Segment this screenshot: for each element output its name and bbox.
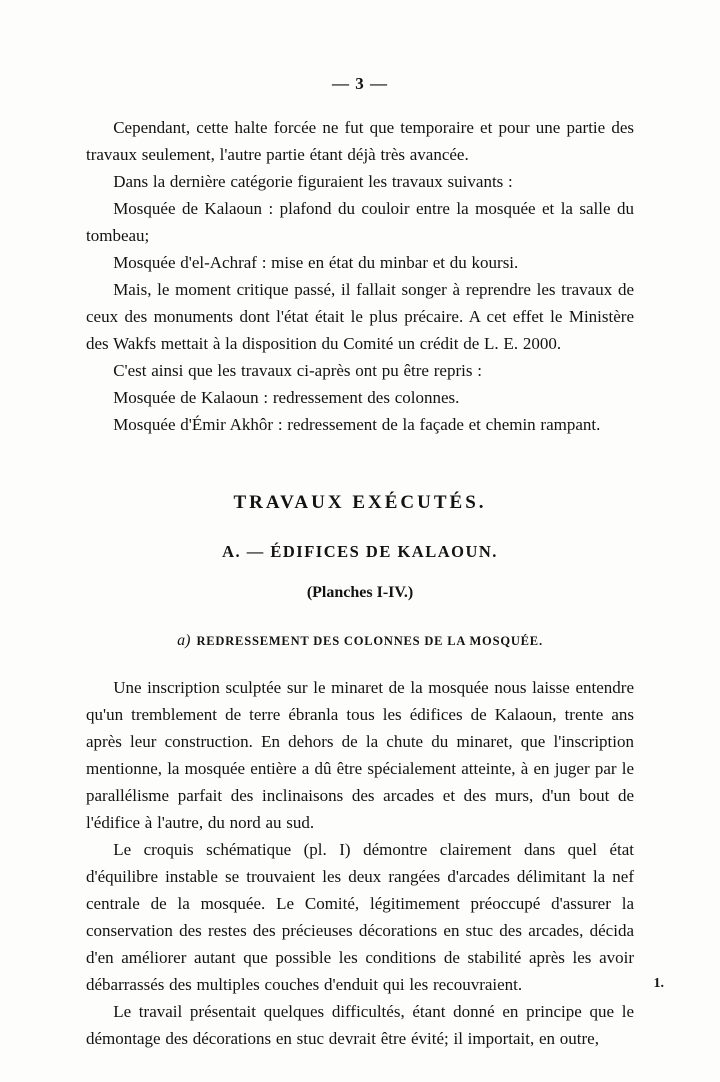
paragraph: Mosquée d'el-Achraf : mise en état du minbar et du koursi.	[113, 253, 519, 272]
signature-mark: 1.	[653, 976, 664, 991]
paragraph: Mosquée de Kalaoun : redressement des colonnes.	[113, 388, 460, 407]
paragraph: Le travail présentait quelques difficultés, étant donné en principe que le démontage des décorations en stuc devrait être évité; il importait, en outre,	[86, 1002, 634, 1048]
paragraph: Cependant, cette halte forcée ne fut que temporaire et pour une partie des travaux seulement, l'autre partie étant déjà très avancée.	[86, 118, 634, 164]
section-title-travaux-executes: TRAVAUX EXÉCUTÉS.	[233, 492, 487, 513]
paragraph: Mosquée d'Émir Akhôr : redressement de la façade et chemin rampant.	[113, 415, 601, 434]
paragraph: Mosquée de Kalaoun : plafond du couloir entre la mosquée et la salle du tombeau;	[86, 199, 634, 245]
subsection-title: REDRESSEMENT DES COLONNES DE LA MOSQUÉE.	[196, 634, 543, 648]
paragraph: Le croquis schématique (pl. I) démontre clairement dans quel état d'équilibre instable se trouvaient les deux rangées d'arcades délimitant la nef centrale de la mosquée. Le Comité, légitimement préoccupé d'assurer la conservation des restes des précieuses décorations en stuc des arcades, décida d'en améliorer autant que possible les conditions de stabilité après les avoir débarrassés des multiples couches d'enduit qui les recouvraient.	[86, 840, 634, 994]
paragraph: Une inscription sculptée sur le minaret de la mosquée nous laisse entendre qu'un tremblement de terre ébranla tous les édifices de Kalaoun, trente ans après leur construction. En dehors de la chute du minaret, que l'inscription mentionne, la mosquée entière a dû être spécialement atteinte, à en juger par le parallélisme parfait des inclinaisons des arcades et des murs, d'un bout de l'édifice à l'autre, du nord au sud.	[86, 678, 634, 832]
paragraph: C'est ainsi que les travaux ci-après ont pu être repris :	[113, 361, 482, 380]
subsection-heading	[86, 632, 634, 650]
paragraph: Mais, le moment critique passé, il fallait songer à reprendre les travaux de ceux des monuments dont l'état était le plus précaire. A cet effet le Ministère des Wakfs mettait à la disposition du Comité un crédit de L. E. 2000.	[86, 280, 634, 353]
subsection-label: a)	[177, 632, 191, 649]
intro-section	[86, 114, 634, 438]
page-number: — 3 —	[332, 74, 388, 93]
body-section	[86, 674, 634, 1052]
section-title-edifices-de-kalaoun: A. — ÉDIFICES DE KALAOUN.	[222, 542, 498, 561]
plates-reference: (Planches I-IV.)	[306, 584, 414, 601]
paragraph: Dans la dernière catégorie figuraient les travaux suivants :	[113, 172, 513, 191]
